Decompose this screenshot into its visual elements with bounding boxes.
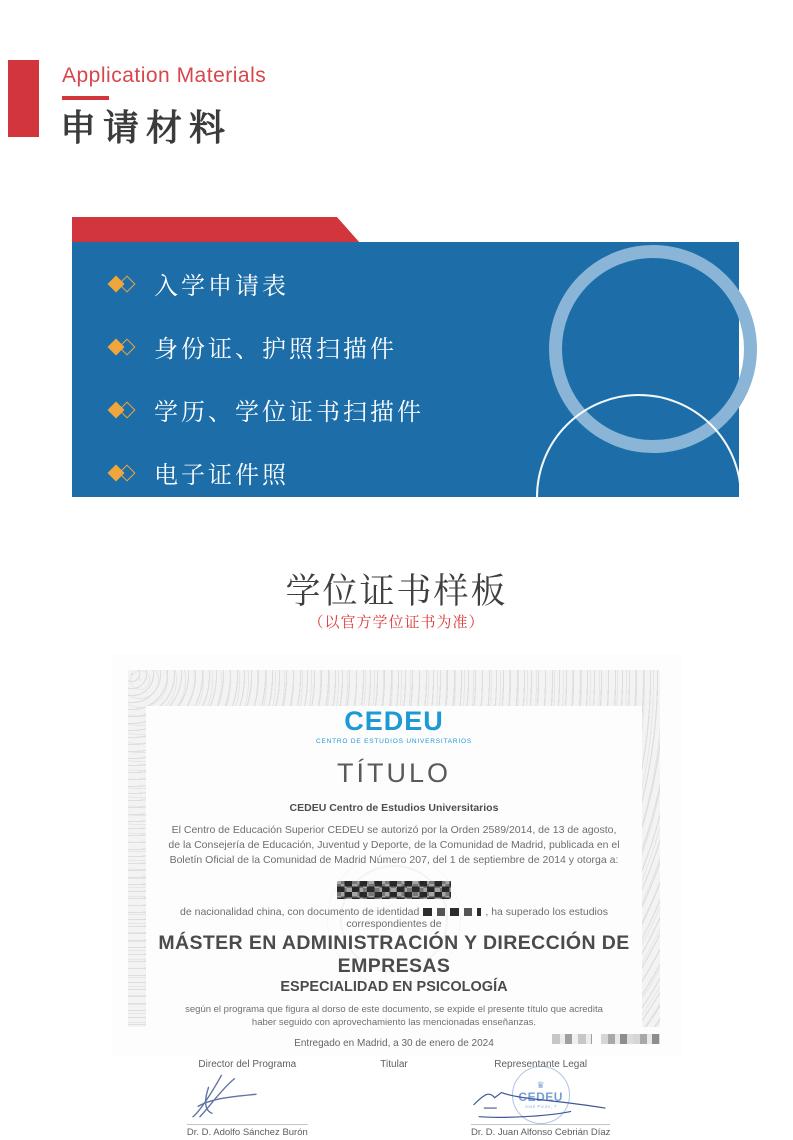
certificate-degree-title: MÁSTER EN ADMINISTRACIÓN Y DIRECCIÓN DE EMPRESAS xyxy=(158,931,630,977)
eyebrow-text: Application Materials xyxy=(62,64,267,87)
list-item xyxy=(108,455,424,490)
page-title: 申请材料 xyxy=(60,108,233,148)
signature-name: Dr. D. Adolfo Sánchez Burón xyxy=(187,1124,308,1138)
list-item-label: 身份证、护照扫描件 xyxy=(154,337,397,363)
eyebrow-underline xyxy=(62,96,109,100)
diamond-bullet-icon xyxy=(108,465,142,481)
certificate-doctype: TÍTULO xyxy=(336,758,451,788)
list-item xyxy=(108,266,424,301)
list-item xyxy=(108,392,424,427)
director-signature xyxy=(174,1070,321,1122)
titular-signature-space xyxy=(321,1070,468,1122)
signature-row xyxy=(174,1059,614,1140)
signature-director xyxy=(174,1059,321,1140)
diamond-bullet-icon xyxy=(108,276,142,292)
list-item-label: 入学申请表 xyxy=(154,274,289,300)
certificate-nationality-line xyxy=(146,906,642,930)
signature-role: Director del Programa xyxy=(198,1059,297,1071)
sample-section-title: 学位证书样板 xyxy=(285,572,508,611)
nationality-pre: de nacionalidad china, con documento de identidad xyxy=(180,905,420,918)
signature-role: Titular xyxy=(380,1059,408,1071)
certificate-institution: CEDEU Centro de Estudios Universitarios xyxy=(289,802,499,814)
cedeu-logo-text: CEDEU xyxy=(344,706,444,736)
cedeu-logo-tagline: CENTRO DE ESTUDIOS UNIVERSITARIOS xyxy=(316,738,472,745)
certificate-authorization-text: El Centro de Educación Superior CEDEU se autorizó por la Orden 2589/2014, de 13 de agosto, de la Consejería de Educación, Juventud y Deporte, de la Comunidad de Madrid, publicada en el Boletín Oficial de la Comunidad de Madrid Número 207, del 1 de septiembre de 2014 y otorga a: xyxy=(168,824,620,867)
redacted-id-block xyxy=(423,908,481,916)
signature-legal xyxy=(467,1059,614,1140)
stamp-subtext: José Picón, 7 xyxy=(524,1104,557,1110)
nationality-post: , ha superado los estudios correspondientes de xyxy=(346,905,608,930)
list-item-label: 学历、学位证书扫描件 xyxy=(154,400,424,426)
signature-scribble-icon xyxy=(174,1070,321,1122)
signature-scribble-icon xyxy=(467,1070,614,1122)
signature-role: Representante Legal xyxy=(494,1059,588,1071)
diamond-bullet-icon xyxy=(108,339,142,355)
signature-titular xyxy=(321,1059,468,1140)
sample-section-note: （以官方学位证书为准） xyxy=(308,615,485,631)
certificate-issue-line: Entregado en Madrid, a 30 de enero de 2024 xyxy=(294,1038,494,1050)
certificate-image xyxy=(112,654,682,1139)
blue-panel xyxy=(72,242,739,497)
certificate-body xyxy=(146,706,642,1139)
list-item-label: 电子证件照 xyxy=(154,463,289,489)
diamond-bullet-icon xyxy=(108,402,142,418)
list-item xyxy=(108,329,424,364)
legal-signature xyxy=(467,1070,614,1122)
checklist-banner xyxy=(72,217,739,497)
signature-name: Dr. D. Juan Alfonso Cebrián Díaz xyxy=(471,1124,610,1138)
checklist xyxy=(108,266,424,490)
certificate-specialty: ESPECIALIDAD EN PSICOLOGÍA xyxy=(280,978,508,995)
red-accent-block xyxy=(8,60,39,137)
stamp-crown-icon: ♛ xyxy=(536,1080,545,1091)
stamp-text: CEDEU xyxy=(518,1090,563,1105)
red-tab-shape xyxy=(72,217,360,243)
redacted-holder-name xyxy=(337,881,451,899)
cedeu-logo xyxy=(146,706,642,745)
certificate-ornamental-border xyxy=(128,670,660,1139)
certificate-clause: según el programa que figura al dorso de este documento, se expide el presente título que acredita haber seguido con aprovechamiento las mencionadas enseñanzas. xyxy=(185,1003,603,1029)
